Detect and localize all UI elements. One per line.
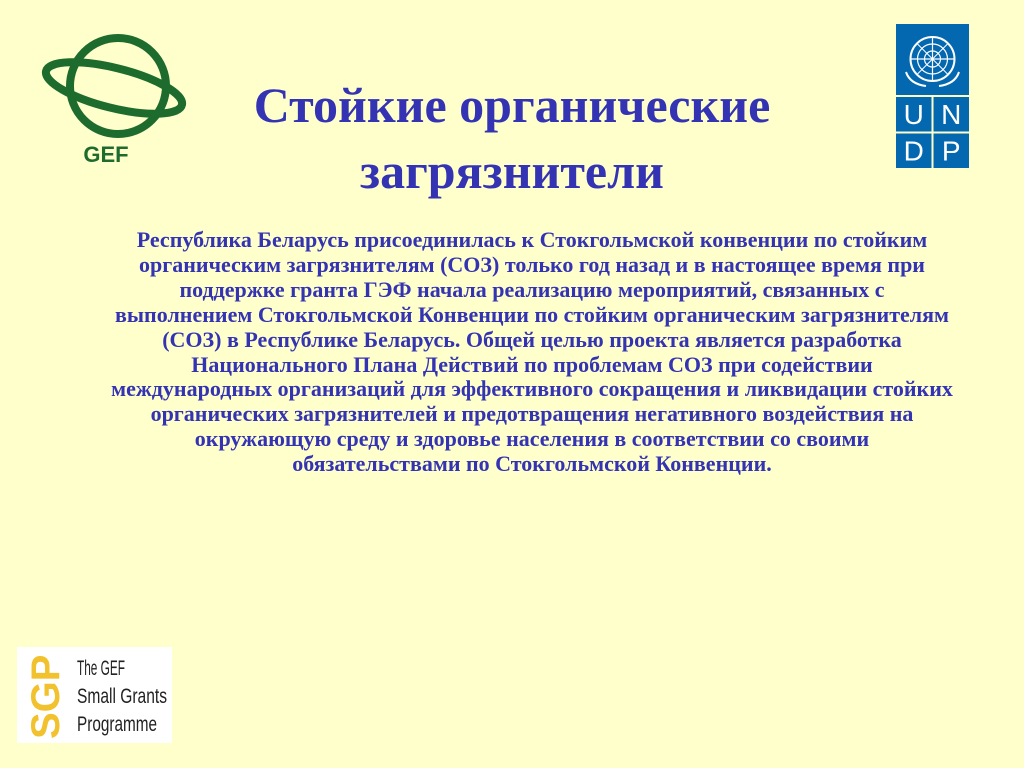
sgp-line-2: Small Grants xyxy=(77,685,167,708)
sgp-vertical-letters: SGP xyxy=(24,654,68,739)
undp-letter-n: N xyxy=(941,99,962,130)
undp-letter-d: D xyxy=(903,135,924,167)
sgp-line-1: The GEF xyxy=(77,657,125,680)
sgp-logo xyxy=(17,647,172,743)
undp-logo xyxy=(896,24,969,168)
slide-title-line-2: загрязнители xyxy=(360,143,664,199)
undp-letter-p: P xyxy=(941,135,961,167)
undp-letter-u: U xyxy=(903,99,924,130)
sgp-line-3: Programme xyxy=(77,713,157,736)
slide-title-line-1: Стойкие органические xyxy=(253,77,771,133)
slide-title xyxy=(160,72,864,204)
body-paragraph: Республика Беларусь присоединилась к Стокгольмской конвенции по стойким органическим загрязнителям (СОЗ) только год назад и в настоящее время при поддержке гранта ГЭФ начала реализацию мероприятий, связанных с выполнением Стокгольмской Конвенции по стойким органическим загрязнителям (СОЗ) в Республике Беларусь. Общей целью проекта является разработка Национального Плана Действий по проблемам СОЗ при содействии международных организаций для эффективного сокращения и ликвидации стойких органических загрязнителей и предотвращения негативного воздействия на окружающую среду и здоровье населения в соответствии со своими обязательствами по Стокгольмской Конвенции. xyxy=(111,227,953,477)
gef-logo-text: GEF xyxy=(83,142,129,167)
